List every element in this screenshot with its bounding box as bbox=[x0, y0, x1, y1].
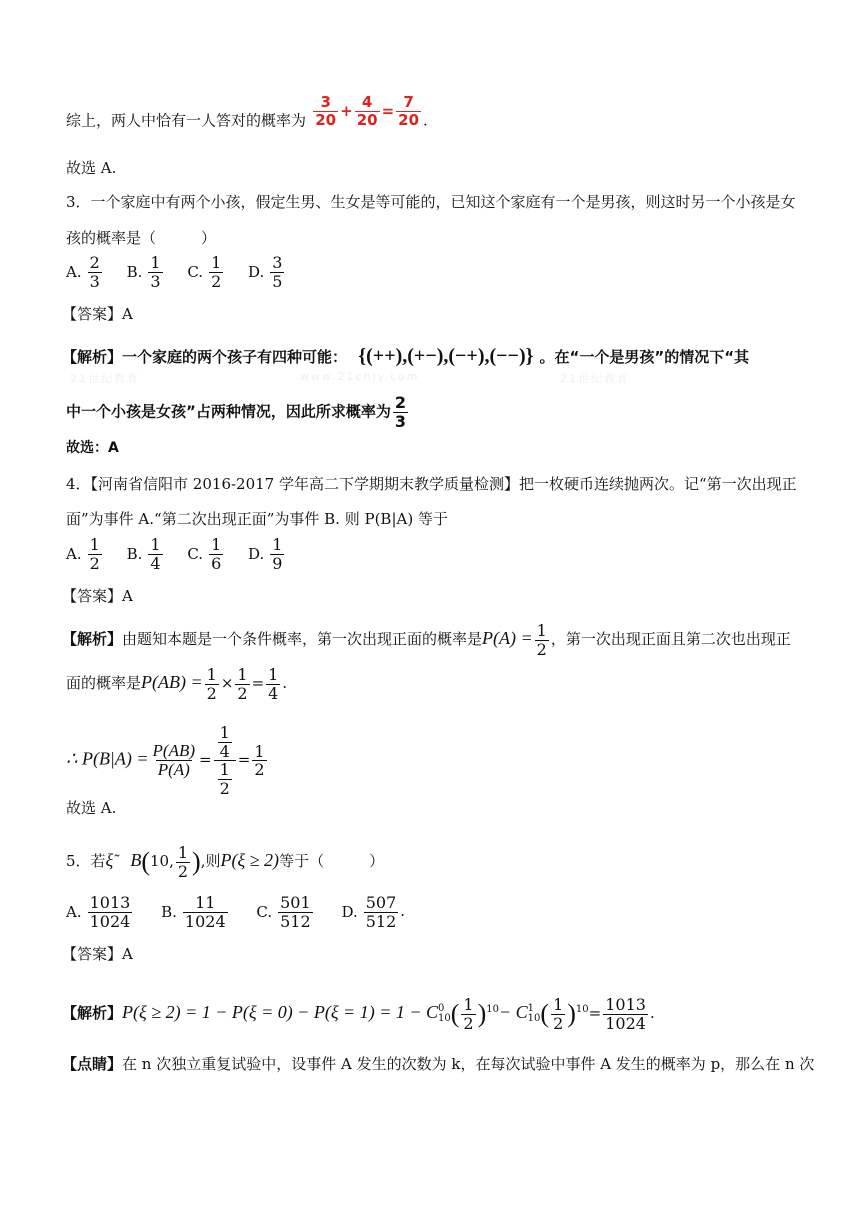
intro-choose: 故选 A. bbox=[66, 159, 117, 177]
q4-answer: 【答案】A bbox=[62, 587, 133, 605]
q3-option-d[interactable]: D. $\frac{3}{5}$ bbox=[248, 253, 283, 291]
q4-option-d[interactable]: D. $\frac{1}{9}$ bbox=[248, 535, 283, 573]
watermark-1: 21世纪教育 bbox=[70, 372, 140, 385]
intro-text: 综上，两人中恰有一人答对的概率为 bbox=[66, 111, 307, 130]
q5-option-b[interactable]: B. $\frac{11}{1024}$ bbox=[161, 893, 226, 931]
q5-option-a[interactable]: A. $\frac{1013}{1024}$ bbox=[66, 893, 131, 931]
q3-option-c[interactable]: C. $\frac{1}{2}$ bbox=[187, 253, 222, 291]
q3-options bbox=[66, 254, 304, 290]
q3-line-2: 孩的概率是（ ） bbox=[66, 229, 217, 247]
q4-option-a[interactable]: A. $\frac{1}{2}$ bbox=[66, 535, 100, 573]
q3-answer: 【答案】A bbox=[62, 305, 133, 323]
q3-analysis-fraction: $\frac{2}{3}$ bbox=[394, 393, 407, 431]
note-label: 【点睛】 bbox=[62, 1055, 123, 1073]
q3-sample-space: {(++),(+−),(−+),(−−)} bbox=[358, 345, 534, 367]
q4-line-2: 面”为事件 A.“第二次出现正面”为事件 B. 则 P(B|A) 等于 bbox=[66, 510, 448, 528]
watermark-3: 21世纪教育 bbox=[560, 372, 630, 385]
q3-analysis-line-2: 中一个小孩是女孩”占两种情况，因此所求概率为 $\frac{2}{3}$ bbox=[66, 393, 407, 431]
q4-options bbox=[66, 536, 304, 572]
q5-option-d[interactable]: D. $\frac{507}{512}$ bbox=[341, 893, 397, 931]
q3-analysis-label: 【解析】 bbox=[62, 348, 123, 366]
q5-options: A. $\frac{1013}{1024}$ B. $\frac{11}{1024}$ C. $\frac{501}{512}$ D. $\frac{507}{512}$ . bbox=[66, 893, 406, 931]
q4-choose: 故选 A. bbox=[66, 799, 117, 817]
intro-line-1: 综上，两人中恰有一人答对的概率为 $\frac{3}{20}$ + $\frac{4}{20}$ = $\frac{7}{20}$ . bbox=[66, 93, 428, 130]
watermark-2: www.21cnjy.com bbox=[300, 370, 420, 383]
q4-analysis-line-1: 【解析】由题知本题是一个条件概率，第一次出现正面的概率是P(A) = $\frac{1}{2}$ ，第一次出现正面且第二次也出现正 bbox=[62, 621, 791, 659]
q3-option-a[interactable]: A. $\frac{2}{3}$ bbox=[66, 253, 100, 291]
fraction-7-20: $\frac{7}{20}$ bbox=[398, 93, 420, 129]
fraction-4-20: $\frac{4}{20}$ bbox=[356, 93, 378, 129]
q3-option-b[interactable]: B. $\frac{1}{3}$ bbox=[126, 253, 161, 291]
q5-answer: 【答案】A bbox=[62, 945, 133, 963]
q3-analysis-line-1: 【解析】一个家庭的两个孩子有四种可能： {(++),(+−),(−+),(−−)} 。在“一个是男孩”的情况下“其 bbox=[62, 345, 750, 367]
q3-line-1: 3．一个家庭中有两个小孩，假定生男、生女是等可能的，已知这个家庭有一个是男孩，则这时另一个小孩是女 bbox=[66, 193, 796, 211]
note-line bbox=[62, 1054, 814, 1074]
q4-analysis-line-3: ∴ P(B|A) = $\frac{P(AB)}{P(A)}$ = $\frac{\frac{1}{4}}{\frac{1}{2}}$ = $\frac{1}{2}$ bbox=[66, 723, 265, 798]
q3-choose: 故选：A bbox=[66, 440, 119, 456]
q4-option-c[interactable]: C. $\frac{1}{6}$ bbox=[187, 535, 222, 573]
fraction-3-20: $\frac{3}{20}$ bbox=[315, 93, 337, 129]
q4-analysis-line-2: 面的概率是P(AB) = $\frac{1}{2}$ × $\frac{1}{2}$ = $\frac{1}{4}$ . bbox=[66, 665, 288, 703]
q5-option-c[interactable]: C. $\frac{501}{512}$ bbox=[256, 893, 311, 931]
q4-analysis-label: 【解析】 bbox=[62, 630, 123, 649]
q5-analysis: 【解析】P(ξ ≥ 2) = 1 − P(ξ = 0) − P(ξ = 1) = 1 − C 0 10 ( $\frac{1}{2}$ )$^{10}$− C 1 10 ( $\frac{1}{2}$ )$^{10}$= $\frac{1013}{1024}$ . bbox=[62, 995, 655, 1033]
note-text: 在 n 次独立重复试验中，设事件 A 发生的次数为 k，在每次试验中事件 A 发生的概率为 p，那么在 n 次 bbox=[122, 1055, 815, 1073]
q4-line-1: 4．【河南省信阳市 2016-2017 学年高二下学期期末教学质量检测】把一枚硬币连续抛两次。记“第一次出现正 bbox=[66, 475, 797, 493]
q5-line-1: 5．若ξ˜ B(10, $\frac{1}{2}$ ),则P(ξ ≥ 2)等于（ ） bbox=[66, 843, 385, 881]
q4-option-b[interactable]: B. $\frac{1}{4}$ bbox=[126, 535, 161, 573]
q5-analysis-label: 【解析】 bbox=[62, 1004, 123, 1023]
